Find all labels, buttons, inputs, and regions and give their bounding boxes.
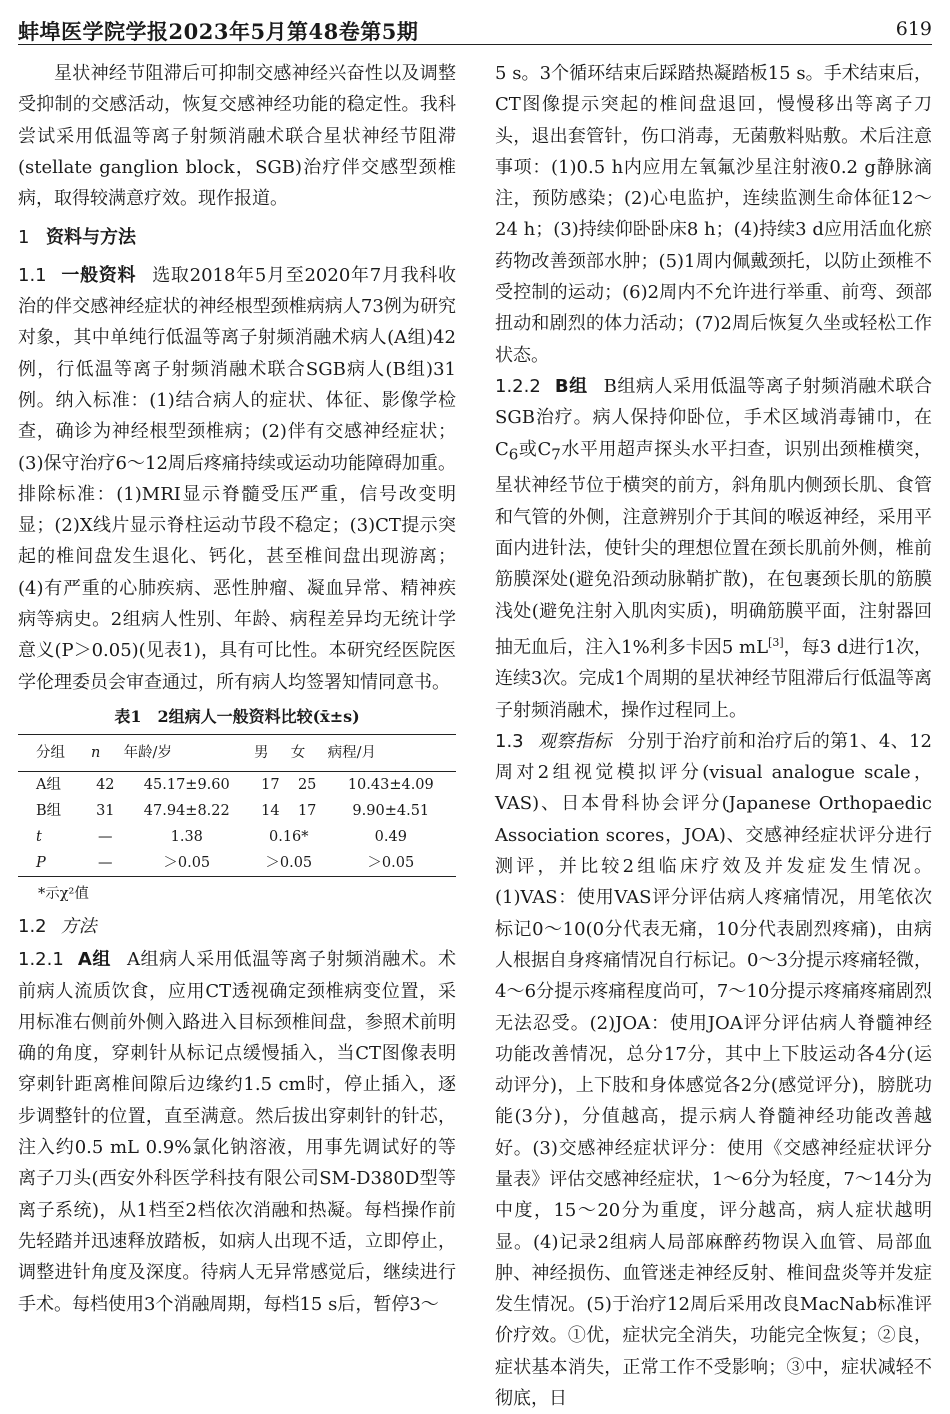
table-cell: ＞0.05: [163, 854, 211, 871]
table-cell: 45.17±9.60: [143, 776, 230, 793]
subsection-text: 分别于治疗前和治疗后的第1、4、12周对2组视觉模拟评分(visual analogue scale，VAS)、日本骨科协会评分(Japanese Orthopaedic Association scores，JOA)、交感神经症状评分进行测评，并比较2组临床疗效及并发症发生情况。(1)VAS：使用VAS评分评估病人疼痛情况，用笔依次标记0～10(0分代表无痛，10分代表剧烈疼痛)，由病人根据自身疼痛情况自行标记。0～3分提示疼痛轻微，4～6分提示疼痛程度尚可，7～10分提示疼痛疼痛剧烈无法忍受。(2)JOA：使用JOA评分评估病人脊髓神经功能改善情况，总分17分，其中上下肢运动各4分(运动评分)，上下肢和身体感觉各2分(感觉评分)，膀胱功能(3分)，分值越高，提示病人脊髓神经功能改善越好。(3)交感神经症状评分：使用《交感神经症状评分量表》评估交感神经症状，1～6分为轻度，7～14分为中度，15～20分为重度，评分越高，病人症状越明显。(4)记录2组病人局部麻醉药物误入血管、局部血肿、神经损伤、血管迷走神经反射、椎间盘炎等并发症发生情况。(5)于治疗12周后采用改良MacNab标准评价疗效。①优，症状完全消失，功能完全恢复；②良，症状基本消失，正常工作不受影响；③中，症状减轻不彻底，日: [495, 730, 933, 1410]
intro-paragraph: 星状神经节阻滞后可抑制交感神经兴奋性以及调整受抑制的交感活动，恢复交感神经功能的稳定性。我科尝试采用低温等离子射频消融术联合星状神经节阻滞(stellate ganglion block，SGB)治疗伴交感型颈椎病，取得较满意疗效。现作报道。: [18, 63, 456, 210]
table-cell: B组: [36, 802, 62, 819]
table-row-t: [18, 824, 456, 850]
table-cell: 0.49: [374, 828, 407, 845]
subsection-title: A组: [77, 949, 111, 971]
table-cell: 42: [96, 776, 115, 793]
subsection-text: ，每3 d进行1次，连续3次。完成1个周期的星状神经节阻滞后行低温等离子射频消融术，操作过程同上。: [495, 636, 932, 721]
subsection-number: 1.1: [18, 264, 47, 286]
page-number: 619: [895, 18, 932, 40]
vertebra-subscript: 7: [551, 445, 561, 464]
section-1-2-heading: [18, 911, 456, 942]
continued-paragraph: 5 s。3个循环结束后踩踏热凝踏板15 s。手术结束后，CT图像提示突起的椎间盘退回，慢慢移出等离子刀头，退出套管针，伤口消毒，无菌敷料贴敷。术后注意事项：(1)0.5 h内应用左氧氟沙星注射液0.2 g静脉滴注，预防感染；(2)心电监护，连续监测生命体征12～24 h；(3)持续仰卧卧床8 h；(4)持续3 d应用活血化瘀药物改善颈部水肿；(5)1周内佩戴颈托，以防止颈椎不受控制的运动；(6)2周内不允许进行举重、前弯、颈部扭动和剧烈的体力活动；(7)2周后恢复久坐或轻松工作状态。: [495, 63, 932, 366]
subsection-title: 方法: [60, 915, 97, 937]
table-cell: 1.38: [170, 828, 203, 845]
right-column: [495, 58, 932, 1414]
table-row: [18, 771, 456, 798]
baseline-data-table: [18, 734, 456, 877]
subsection-title: 一般资料: [60, 264, 137, 286]
vertebra-subscript: 6: [508, 445, 519, 464]
table-cell: 17: [297, 802, 317, 819]
table-caption: 表1 2组病人一般资料比较(x̄±s): [114, 706, 360, 726]
section-number: 1: [18, 227, 30, 249]
table-cell: A组: [36, 776, 61, 793]
table-cell: 9.90±4.51: [352, 802, 430, 819]
table-row-p: [18, 850, 456, 877]
table-cell: 10.43±4.09: [347, 776, 434, 793]
table-header-cell: 男: [252, 734, 289, 771]
citation-ref: [3]: [768, 635, 784, 649]
table-cell: 31: [96, 802, 115, 819]
table-header-cell: 病程/月: [326, 734, 456, 771]
subsection-text: 选取2018年5月至2020年7月我科收治的伴交感神经症状的神经根型颈椎病病人73例为研究对象，其中单纯行低温等离子射频消融术病人(A组)42例，行低温等离子射频消融术联合SGB病人(B组)31例。纳入标准：(1)结合病人的症状、体征、影像学检查，确诊为神经根型颈椎病；(2)伴有交感神经症状；(3)保守治疗6～12周后疼痛持续或运动功能障碍加重。排除标准：(1)MRI显示脊髓受压严重，信号改变明显；(2)X线片显示脊柱运动节段不稳定；(3)CT提示突起的椎间盘发生退化、钙化，甚至椎间盘出现游离；(4)有严重的心肺疾病、恶性肿瘤、凝血异常、精神疾病等病史。2组病人性别、年龄、病程差异均无统计学意义(P＞0.05)(见表1)，具有可比性。本研究经医院医学伦理委员会审查通过，所有病人均签署知情同意书。: [18, 264, 457, 693]
table-cell: 47.94±8.22: [143, 802, 230, 819]
subsection-number: 1.2.1: [18, 949, 64, 971]
section-1-1-paragraph: [18, 260, 456, 698]
table-cell: 0.16*: [268, 828, 309, 845]
table-header-cell: n: [89, 734, 122, 771]
table-cell: 25: [297, 776, 317, 793]
table-1: [18, 706, 456, 907]
table-cell: 17: [261, 776, 280, 793]
subsection-text: B组病人采用低温等离子射频消融术联合SGB治疗。病人保持仰卧位，手术区域消毒铺巾，在C: [495, 375, 932, 460]
subsection-number: 1.2: [18, 915, 47, 937]
section-1-2-2-paragraph: [495, 371, 932, 726]
table-cell: t: [36, 828, 42, 845]
table-cell: —: [98, 854, 113, 871]
section-1-3-paragraph: [495, 726, 932, 1414]
subsection-text: 水平用超声探头水平扫查，识别出颈椎横突，星状神经节位于横突的前方，斜角肌内侧颈长肌、食管和气管的外侧，注意辨别介于其间的喉返神经，采用平面内进针法，使针尖的理想位置在颈长肌前外侧，椎前筋膜深处(避免沿颈动脉鞘扩散)，在包裹颈长肌的筋膜浅处(避免注射入肌肉实质)，明确筋膜平面，注射器回抽无血后，注入1%利多卡因5 mL: [495, 438, 933, 658]
subsection-number: 1.3: [495, 730, 524, 752]
table-row: [18, 798, 456, 824]
table-cell: 14: [261, 802, 280, 819]
section-1-2-1-paragraph: [18, 944, 456, 1320]
table-header-cell: 女: [289, 734, 326, 771]
subsection-title: 观察指标: [537, 730, 612, 752]
left-column: [18, 58, 456, 1320]
table-note: *示χ²值: [38, 885, 89, 902]
table-cell: ＞0.05: [367, 854, 415, 871]
running-header: [18, 6, 932, 45]
table-cell: —: [98, 828, 113, 845]
subsection-number: 1.2.2: [495, 375, 541, 397]
section-heading-1: [18, 222, 456, 253]
table-header-row: [18, 734, 456, 771]
subsection-text: 或C: [518, 438, 552, 460]
section-title: 资料与方法: [46, 227, 136, 249]
table-header-cell: 分组: [18, 734, 89, 771]
subsection-title: B组: [554, 375, 588, 397]
table-cell: P: [36, 854, 46, 871]
journal-title: 蚌埠医学院学报2023年5月第48卷第5期: [18, 19, 419, 44]
subsection-text: A组病人采用低温等离子射频消融术。术前病人流质饮食，应用CT透视确定颈椎病变位置，采用标准右侧前外侧入路进入目标颈椎间盘，参照术前明确的角度，穿刺针从标记点缓慢插入，当CT图像表明穿刺针距离椎间隙后边缘约1.5 cm时，停止插入，逐步调整针的位置，直至满意。然后拔出穿刺针的针芯，注入约0.5 mL 0.9%氯化钠溶液，用事先调试好的等离子刀头(西安外科医学科技有限公司SM-D380D型等离子系统)，从1档至2档依次消融和热凝。每档操作前先轻踏并迅速释放踏板，如病人出现不适，立即停止，调整进针角度及深度。待病人无异常感觉后，继续进行手术。每档使用3个消融周期，每档15 s后，暂停3～: [18, 949, 457, 1315]
table-header-cell: 年龄/岁: [122, 734, 252, 771]
table-cell: ＞0.05: [265, 854, 313, 871]
